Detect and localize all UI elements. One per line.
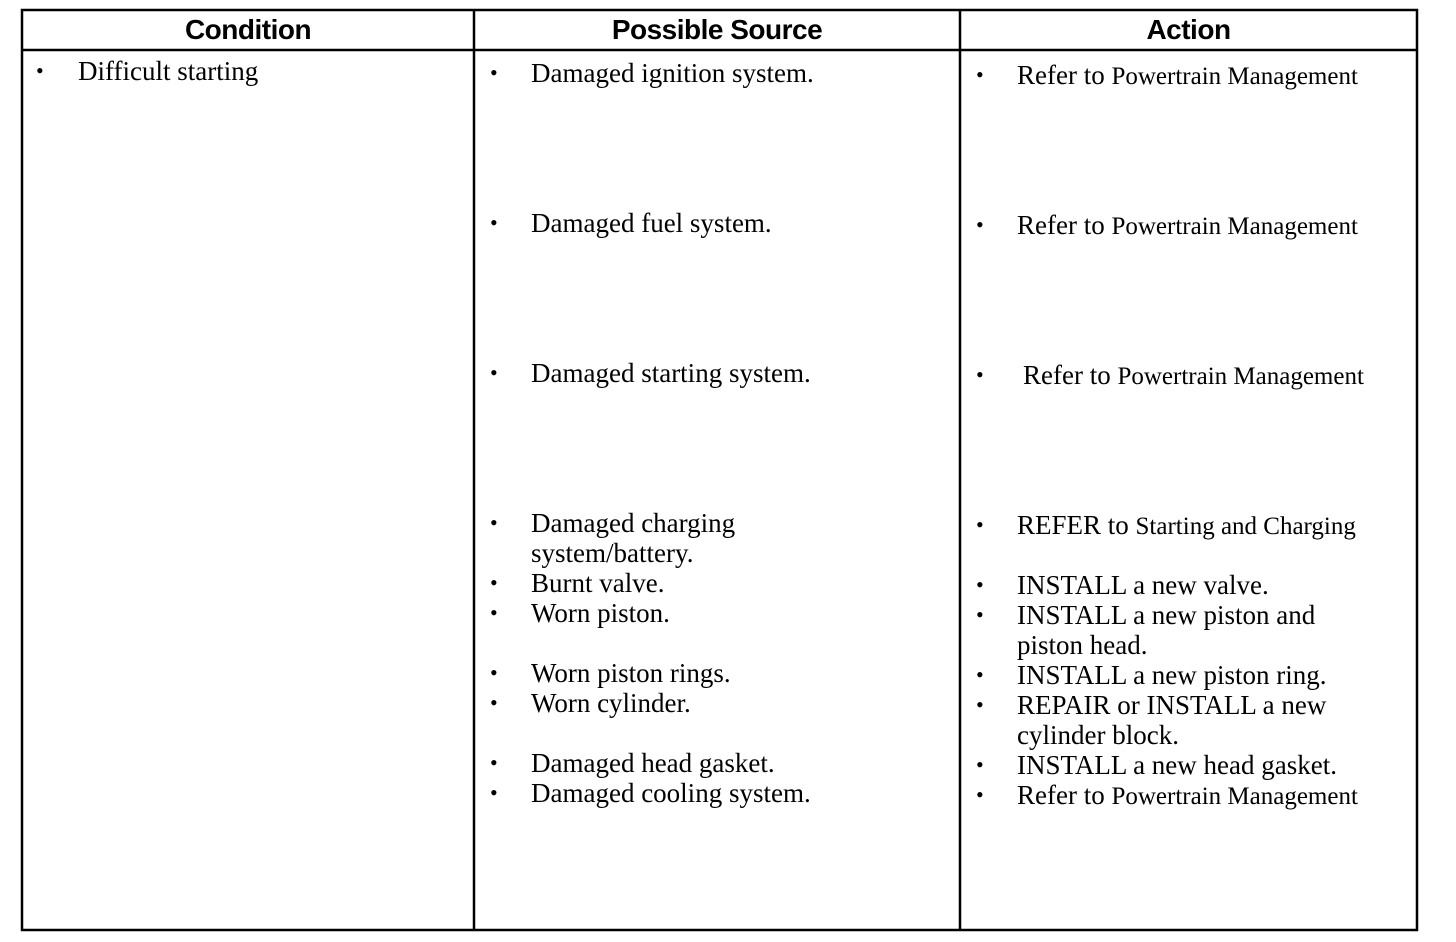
action-reference: Powertrain Management	[1111, 63, 1358, 90]
bullet: •	[490, 570, 498, 595]
source-item: Damaged fuel system.	[531, 208, 772, 238]
bullet: •	[976, 602, 984, 627]
bullet: •	[976, 512, 984, 537]
action-verb: Refer to	[1017, 60, 1105, 90]
source-item: Worn cylinder.	[531, 688, 691, 718]
source-item-line: system/battery.	[531, 538, 694, 568]
source-item: Worn piston.	[531, 598, 670, 628]
action-item-line: REPAIR or INSTALL a new	[1017, 690, 1327, 720]
action-item: INSTALL a new valve.	[1017, 570, 1269, 600]
action-item	[1017, 600, 1315, 660]
action-item	[1017, 510, 1356, 542]
bullet: •	[490, 690, 498, 715]
bullet: •	[490, 600, 498, 625]
bullet: •	[976, 212, 984, 237]
bullet: •	[976, 782, 984, 807]
bullet: •	[490, 780, 498, 805]
action-item	[1023, 360, 1364, 392]
bullet: •	[976, 692, 984, 717]
action-verb: Refer to	[1017, 210, 1105, 240]
source-item: Worn piston rings.	[531, 658, 731, 688]
source-item: Damaged cooling system.	[531, 778, 811, 808]
bullet: •	[976, 662, 984, 687]
action-reference: Starting and Charging	[1135, 513, 1356, 540]
source-item	[531, 508, 735, 568]
bullet: •	[490, 360, 498, 385]
action-reference: Powertrain Management	[1117, 363, 1364, 390]
source-item-line: Damaged charging	[531, 508, 736, 538]
bullet: •	[490, 210, 498, 235]
action-item	[1017, 60, 1358, 92]
action-item-line: INSTALL a new piston and	[1017, 600, 1316, 630]
bullet: •	[36, 58, 44, 83]
bullet: •	[976, 62, 984, 87]
bullet: •	[490, 750, 498, 775]
source-item: Damaged ignition system.	[531, 58, 814, 88]
action-item-line: cylinder block.	[1017, 720, 1179, 750]
bullet: •	[490, 60, 498, 85]
action-item: INSTALL a new piston ring.	[1017, 660, 1327, 690]
action-reference: Powertrain Management	[1111, 213, 1358, 240]
bullet: •	[490, 660, 498, 685]
header-action: Action	[1146, 14, 1231, 45]
bullet: •	[976, 362, 984, 387]
action-item	[1017, 780, 1358, 812]
source-item: Burnt valve.	[531, 568, 665, 598]
action-item	[1017, 210, 1358, 242]
bullet: •	[976, 572, 984, 597]
action-verb: Refer to	[1023, 360, 1111, 390]
header-possible-source: Possible Source	[611, 14, 823, 45]
action-reference: Powertrain Management	[1111, 783, 1358, 810]
source-item: Damaged head gasket.	[531, 748, 775, 778]
bullet: •	[976, 752, 984, 777]
source-item: Damaged starting system.	[531, 358, 811, 388]
action-item: INSTALL a new head gasket.	[1017, 750, 1337, 780]
action-verb: Refer to	[1017, 780, 1105, 810]
action-verb: REFER to	[1017, 510, 1129, 540]
header-condition: Condition	[184, 14, 312, 45]
condition-text: Difficult starting	[78, 56, 259, 86]
bullet: •	[490, 510, 498, 535]
action-item-line: piston head.	[1017, 630, 1148, 660]
action-item	[1017, 690, 1326, 750]
